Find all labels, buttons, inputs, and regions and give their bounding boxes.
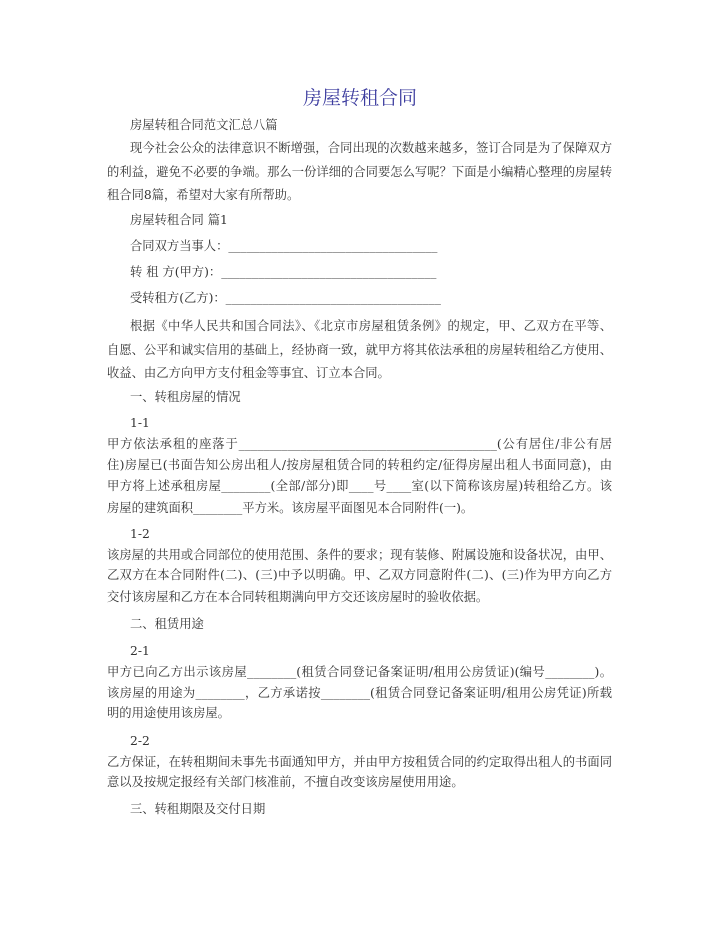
clause-line: 住)房屋已(书面告知公房出租人/按房屋租赁合同的转租约定/征得房屋出租人书面同意)，由 [107, 458, 612, 472]
party-line: 合同双方当事人：__________________________________ [130, 239, 438, 253]
clause-line: 交付该房屋和乙方在本合同转租期满向甲方交还该房屋时的验收依据。 [107, 590, 489, 604]
document-title: 房屋转租合同 [302, 87, 417, 109]
heading-1: 一、转租房屋的情况 [130, 390, 241, 404]
clause-line: 乙方保证，在转租期间未事先书面通知甲方，并由甲方按租赁合同的约定取得出租人的书面同 [107, 755, 612, 769]
intro-line: 现今社会公众的法律意识不断增强，合同出现的次数越来越多，签订合同是为了保障双方 [130, 141, 612, 155]
clause-number: 2-2 [130, 734, 150, 748]
party-line: 转 租 方(甲方)：___________________________________ [130, 265, 437, 279]
basis-line: 根据《中华人民共和国合同法》、《北京市房屋租赁条例》的规定，甲、乙双方在平等、 [130, 319, 612, 333]
heading-2: 二、租赁用途 [130, 617, 204, 631]
basis-line: 收益、由乙方向甲方支付租金等事宜、订立本合同。 [107, 366, 390, 380]
clause-number: 2-1 [130, 644, 150, 658]
intro-line: 的利益，避免不必要的争端。那么一份详细的合同要怎么写呢？下面是小编精心整理的房屋转 [107, 165, 612, 179]
clause-number: 1-2 [130, 527, 150, 541]
clause-line: 明的用途使用该房屋。 [107, 706, 230, 720]
clause-line: 意以及按规定报经有关部门核准前，不擅自改变该房屋使用用途。 [107, 775, 464, 789]
heading-3: 三、转租期限及交付日期 [130, 802, 266, 816]
section-title: 房屋转租合同 篇1 [130, 213, 228, 227]
clause-line: 该房屋的共用或合同部位的使用范围、条件的要求；现有装修、附属设施和设备状况，由甲、 [107, 548, 612, 562]
clause-line: 该房屋的用途为________，乙方承诺按________(租赁合同登记备案证明/租用公房凭证)所载 [107, 686, 612, 700]
party-line: 受转租方(乙方)：___________________________________ [130, 291, 441, 305]
clause-number: 1-1 [130, 416, 150, 430]
clause-line: 乙双方在本合同附件(二)、(三)中予以明确。甲、乙双方同意附件(二)、(三)作为甲方向乙方 [107, 568, 612, 582]
subtitle: 房屋转租合同范文汇总八篇 [130, 118, 278, 132]
basis-line: 自愿、公平和诚实信用的基础上，经协商一致，就甲方将其依法承租的房屋转租给乙方使用、 [107, 343, 612, 357]
clause-line: 甲方将上述承租房屋________(全部/部分)即____号____室(以下简称该房屋)转租给乙方。该 [107, 479, 612, 493]
intro-line: 租合同8篇，希望对大家有所帮助。 [107, 188, 300, 202]
clause-line: 甲方已向乙方出示该房屋________(租赁合同登记备案证明/租用公房赁证)(编号________)。 [107, 665, 612, 679]
clause-line: 甲方依法承租的座落于__________________________________________(公有居住/非公有居 [107, 437, 612, 451]
clause-line: 房屋的建筑面积________平方米。该房屋平面图见本合同附件(一)。 [107, 501, 474, 515]
